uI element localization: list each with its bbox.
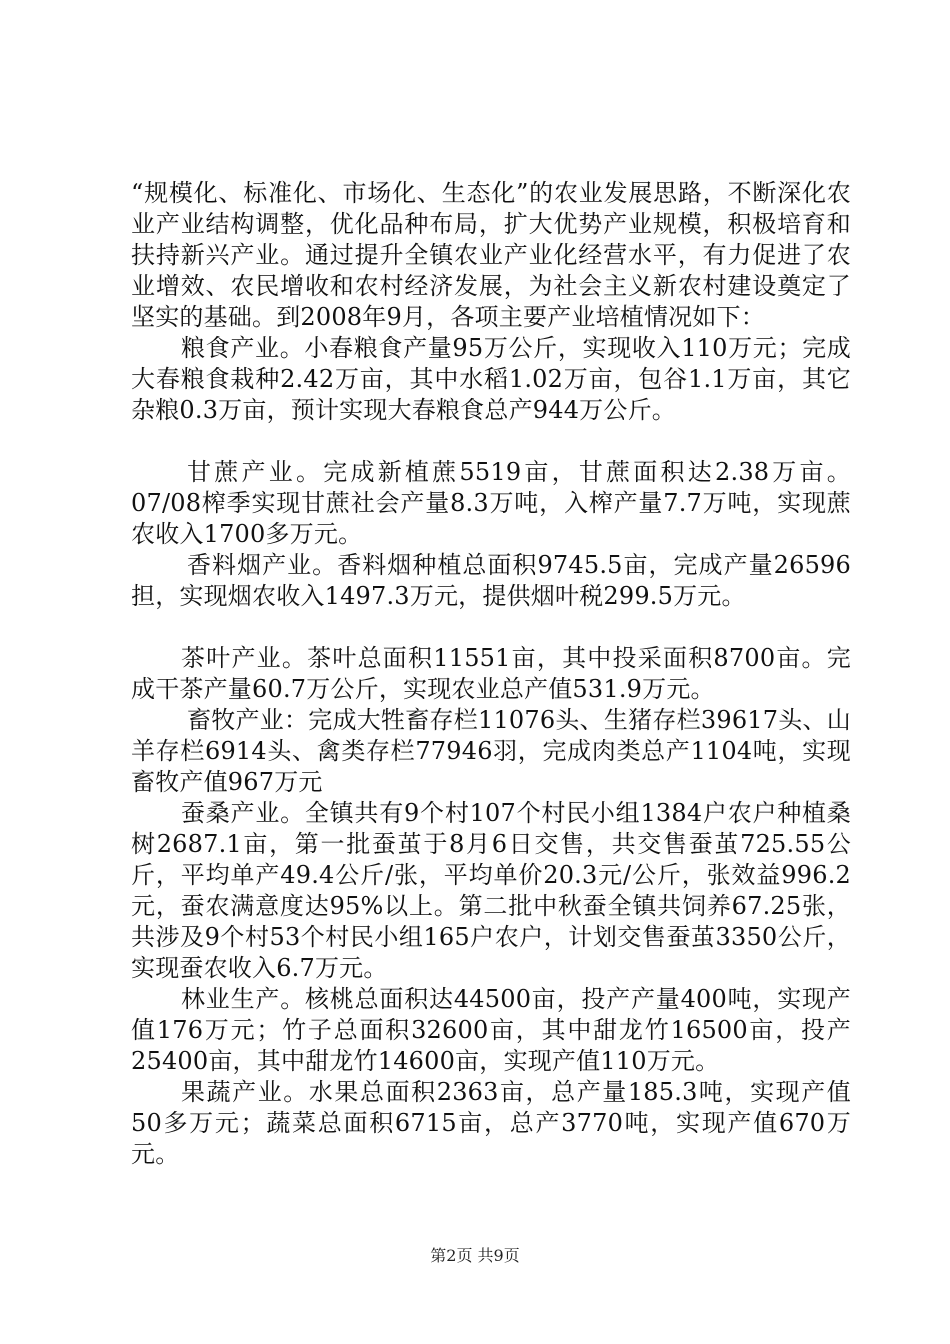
fruit-vegetable-paragraph: 果蔬产业。水果总面积2363亩，总产量185.3吨，实现产值50多万元；蔬菜总面积6715亩，总产3770吨，实现产值670万元。	[131, 1078, 851, 1168]
livestock-industry-paragraph: 畜牧产业：完成大牲畜存栏11076头、生猪存栏39617头、山羊存栏6914头、禽类存栏77946羽，完成肉类总产1104吨，实现畜牧产值967万元	[131, 706, 851, 796]
sericulture-industry-paragraph: 蚕桑产业。全镇共有9个村107个村民小组1384户农户种植桑树2687.1亩，第一批蚕茧于8月6日交售，共交售蚕茧725.55公斤，平均单产49.4公斤/张，平均单价20.3元/公斤，张效益996.2元，蚕农满意度达95%以上。第二批中秋蚕全镇共饲养67.25张，共涉及9个村53个村民小组165户农户，计划交售蚕茧3350公斤，实现蚕农收入6.7万元。	[131, 799, 851, 982]
sugarcane-industry-paragraph: 甘蔗产业。完成新植蔗5519亩，甘蔗面积达2.38万亩。07/08榨季实现甘蔗社会产量8.3万吨，入榨产量7.7万吨，实现蔗农收入1700多万元。	[131, 458, 851, 548]
paragraph-spacer	[131, 426, 851, 457]
page-number-footer: 第2页 共9页	[430, 1246, 520, 1265]
paragraph-spacer	[131, 612, 851, 643]
forestry-paragraph: 林业生产。核桃总面积达44500亩，投产产量400吨，实现产值176万元；竹子总面积32600亩，其中甜龙竹16500亩，投产25400亩，其中甜龙竹14600亩，实现产值110万元。	[131, 985, 851, 1075]
grain-industry-paragraph: 粮食产业。小春粮食产量95万公斤，实现收入110万元；完成大春粮食栽种2.42万亩，其中水稻1.02万亩，包谷1.1万亩，其它杂粮0.3万亩，预计实现大春粮食总产944万公斤。	[131, 334, 851, 424]
tea-industry-paragraph: 茶叶产业。茶叶总面积11551亩，其中投采面积8700亩。完成干茶产量60.7万公斤，实现农业总产值531.9万元。	[131, 644, 851, 703]
tobacco-industry-paragraph: 香料烟产业。香料烟种植总面积9745.5亩，完成产量26596担，实现烟农收入1497.3万元，提供烟叶税299.5万元。	[131, 551, 851, 610]
intro-paragraph: “规模化、标准化、市场化、生态化”的农业发展思路，不断深化农业产业结构调整，优化品种布局，扩大优势产业规模，积极培育和扶持新兴产业。通过提升全镇农业产业化经营水平，有力促进了农业增效、农民增收和农村经济发展，为社会主义新农村建设奠定了坚实的基础。到2008年9月，各项主要产业培植情况如下：	[131, 179, 851, 331]
document-body	[131, 178, 851, 1170]
